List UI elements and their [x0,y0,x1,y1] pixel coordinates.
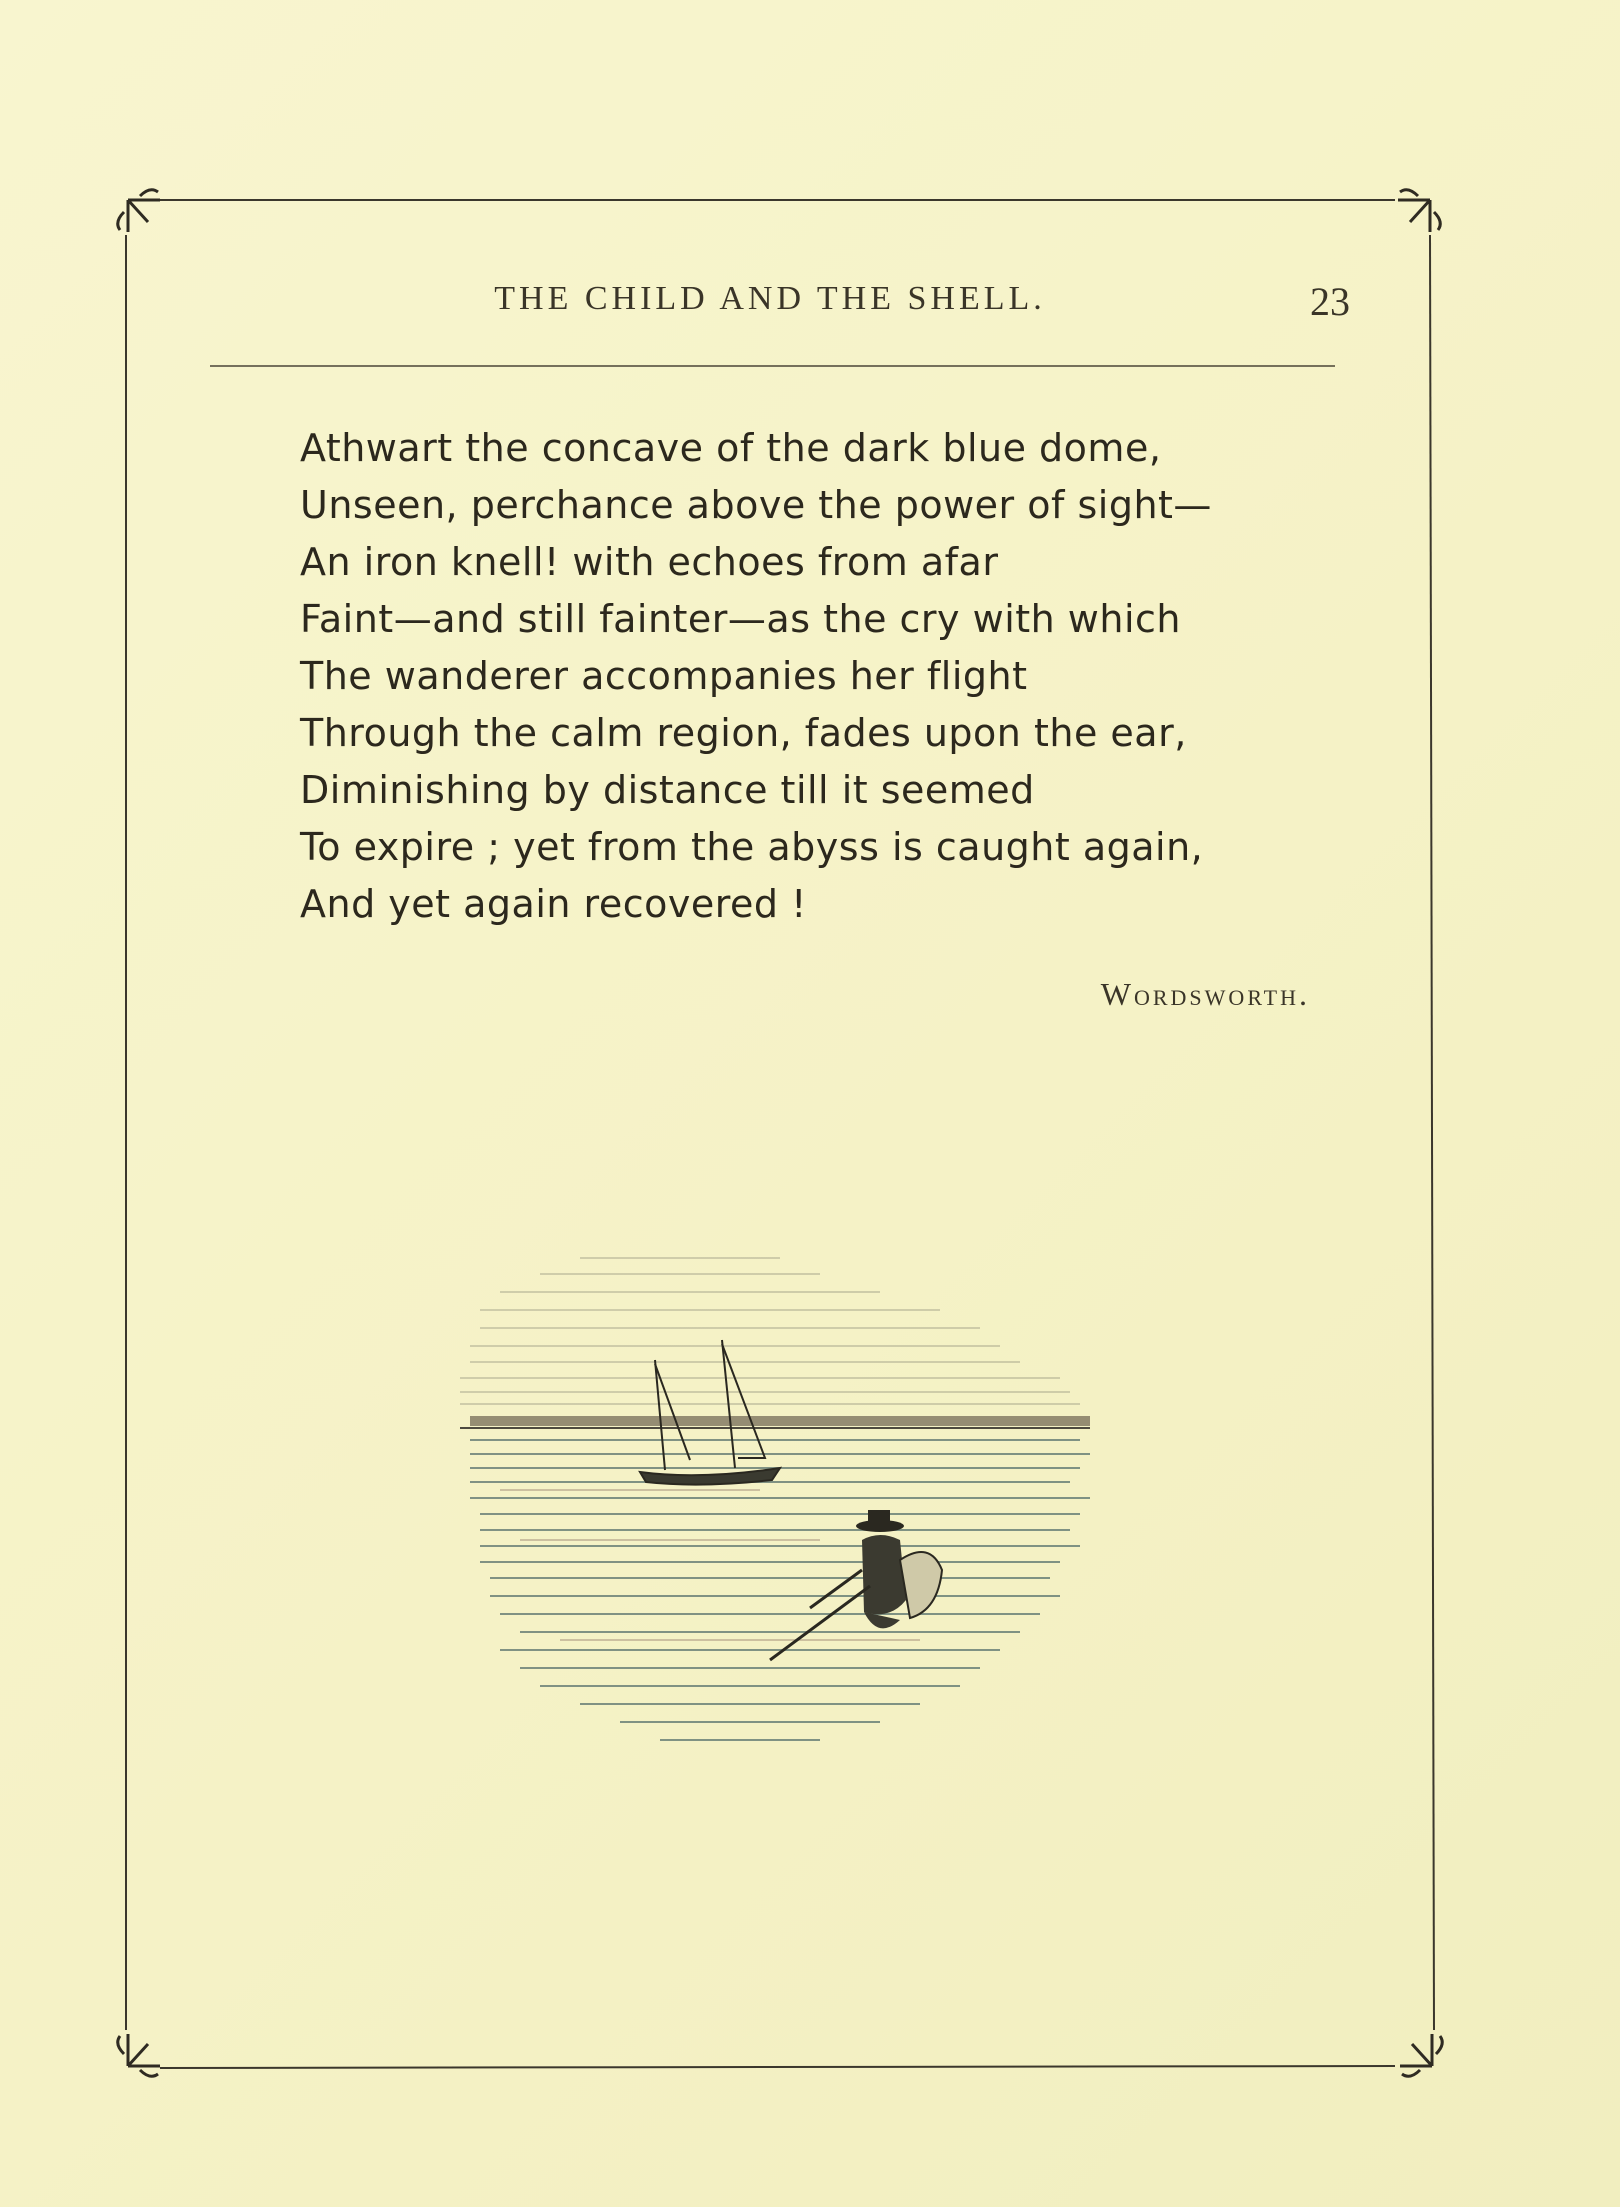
poem-line: Faint—and still fainter—as the cry with which [300,597,1182,641]
sky-hatching [460,1258,1080,1404]
poem-line: The wanderer accompanies her flight [300,654,1028,698]
corner-ornament-top-left-icon [118,190,160,232]
wading-figure-icon [770,1510,942,1660]
corner-ornament-bottom-left-icon [118,2034,160,2076]
poem-line: Through the calm region, fades upon the ear, [300,711,1187,755]
poem-line: An iron knell! with echoes from afar [300,540,999,584]
sea-hatching [470,1440,1090,1740]
frame-bottom-line [160,2066,1395,2068]
poem-line: Unseen, perchance above the power of sight— [300,483,1212,527]
poem-attribution: Wordsworth. [1100,976,1310,1012]
page-number: 23 [1310,279,1350,324]
poem-line: Athwart the concave of the dark blue dome, [300,426,1162,470]
corner-ornament-top-right-icon [1398,190,1440,232]
poem-line: Diminishing by distance till it seemed [300,768,1035,812]
poem-line: And yet again recovered ! [300,882,807,926]
distant-shore [470,1416,1090,1426]
seaside-engraving-illustration [460,1240,1100,1770]
poem-line: To expire ; yet from the abyss is caught again, [300,825,1204,869]
corner-ornament-bottom-right-icon [1400,2034,1442,2076]
running-title: THE CHILD AND THE SHELL. [494,280,1046,317]
poem-stanza [300,420,1320,933]
frame-right-line [1430,235,1434,2030]
